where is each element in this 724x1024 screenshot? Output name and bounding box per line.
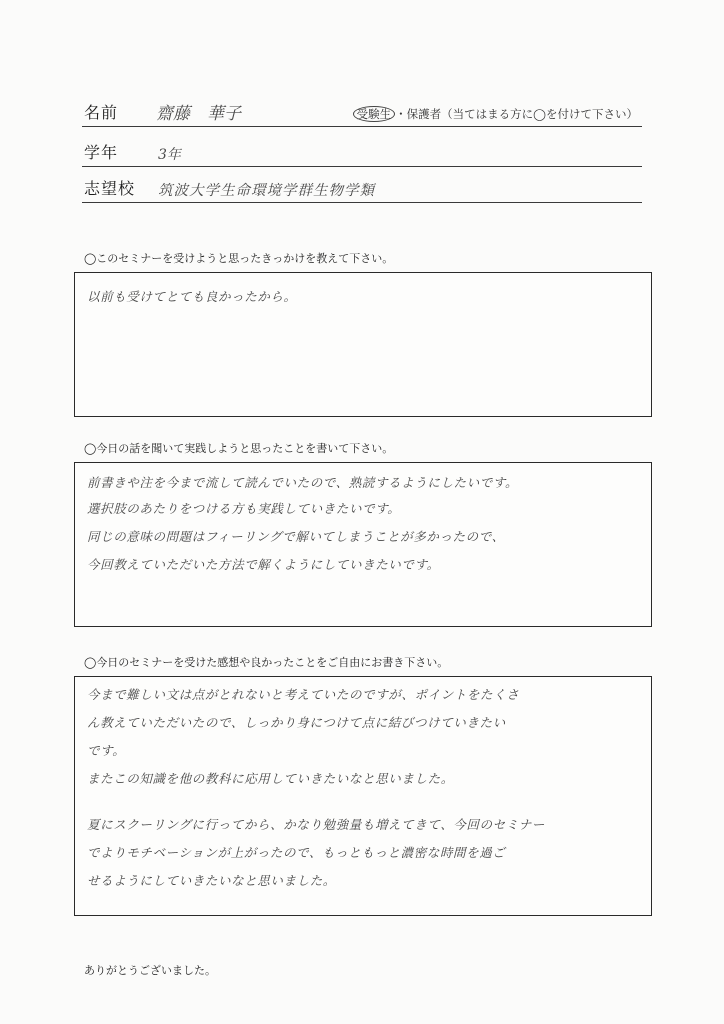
answer-2-line: 今回教えていただいた方法で解くようにしていきたいです。 bbox=[87, 557, 440, 572]
answer-box-3 bbox=[74, 676, 652, 916]
name-row bbox=[82, 100, 642, 127]
role-selector bbox=[353, 106, 638, 122]
question-1: ◯このセミナーを受けようと思ったきっかけを教えて下さい。 bbox=[84, 252, 394, 265]
role-instructions: ・保護者（当てはまる方に◯を付けて下さい） bbox=[395, 107, 638, 121]
school-value: 筑波大学生命環境学群生物学類 bbox=[158, 183, 375, 199]
answer-3-line: です。 bbox=[87, 743, 126, 758]
answer-box-2 bbox=[74, 462, 652, 627]
answer-2-line: 前書きや注を今まで流して読んでいたので、熟読するようにしたいです。 bbox=[87, 475, 519, 490]
answer-3-line: でよりモチベーションが上がったので、もっともっと濃密な時間を過ご bbox=[87, 845, 506, 860]
question-3: ◯今日のセミナーを受けた感想や良かったことをご自由にお書き下さい。 bbox=[84, 656, 449, 669]
school-row bbox=[82, 176, 642, 203]
answer-1-line: 以前も受けてとても良かったから。 bbox=[87, 289, 297, 304]
answer-2-line: 同じの意味の問題はフィーリングで解いてしまうことが多かったので、 bbox=[87, 529, 505, 544]
answer-3-line: ん教えていただいたので、しっかり身につけて点に結びつけていきたい bbox=[87, 715, 506, 730]
grade-row bbox=[82, 140, 642, 167]
role-selected-student: 受験生 bbox=[353, 106, 396, 122]
answer-3-line: せるようにしていきたいなと思いました。 bbox=[87, 873, 336, 888]
grade-label: 学年 bbox=[84, 143, 119, 162]
name-value: 齋藤 華子 bbox=[156, 104, 241, 124]
answer-3-line: またこの知識を他の教科に応用していきたいなと思いました。 bbox=[87, 771, 454, 786]
answer-3-line: 夏にスクーリングに行ってから、かなり勉強量も増えてきて、今回のセミナー bbox=[87, 817, 546, 832]
answer-3-line: 今まで難しい文は点がとれないと考えていたのですが、ポイントをたくさ bbox=[87, 687, 520, 702]
answer-2-line: 選択肢のあたりをつける方も実践していきたいです。 bbox=[87, 501, 401, 516]
name-label: 名前 bbox=[84, 103, 119, 122]
grade-value: 3年 bbox=[158, 147, 181, 163]
school-label: 志望校 bbox=[84, 179, 136, 198]
question-2: ◯今日の話を聞いて実践しようと思ったことを書いて下さい。 bbox=[84, 442, 394, 455]
closing-text: ありがとうございました。 bbox=[84, 964, 216, 977]
answer-box-1 bbox=[74, 272, 652, 417]
